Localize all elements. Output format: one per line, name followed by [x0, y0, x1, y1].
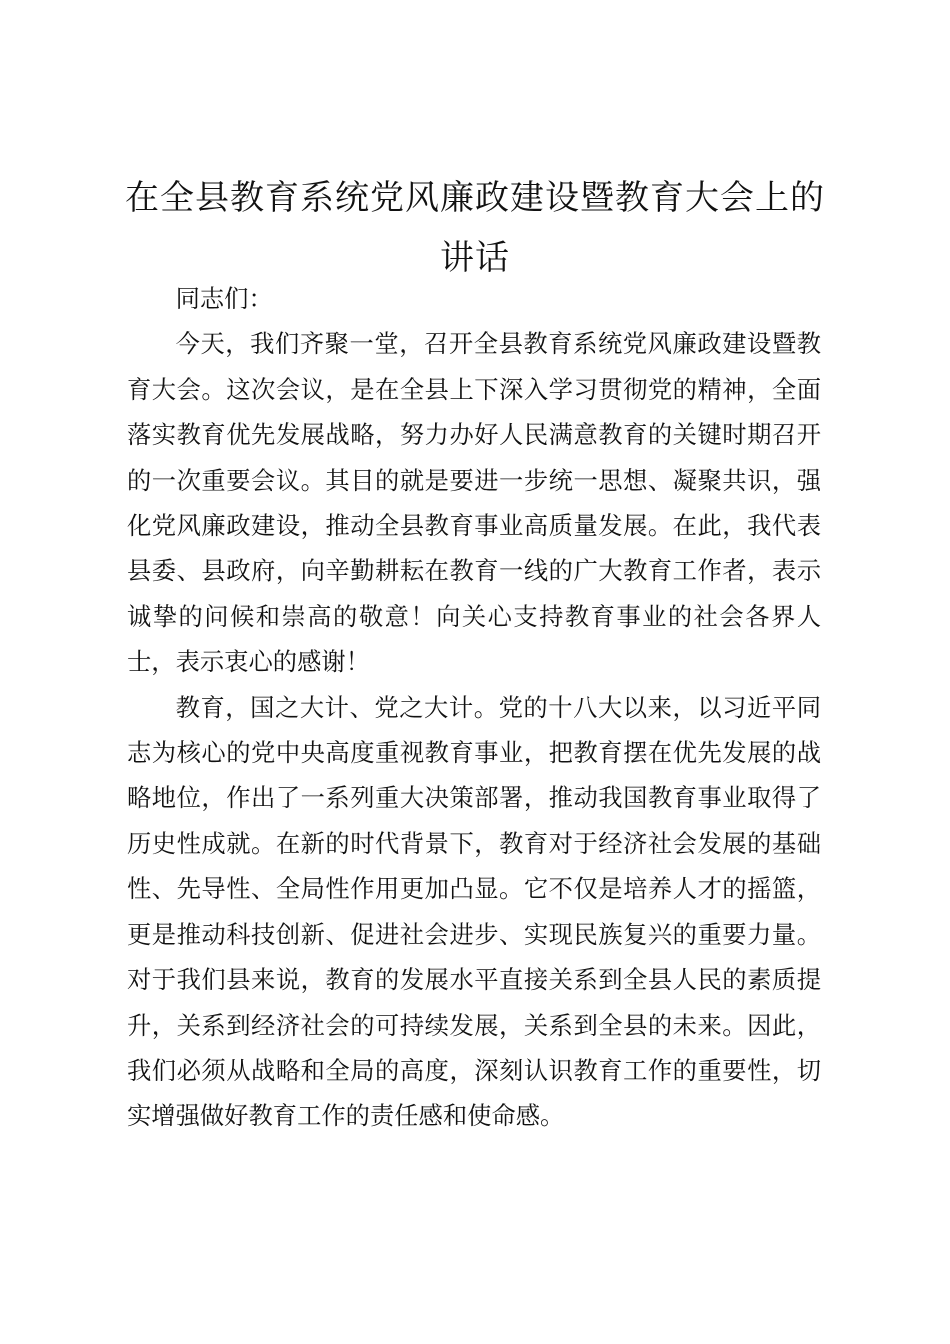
- document-body: [127, 276, 821, 1139]
- paragraph-2: 教育，国之大计、党之大计。党的十八大以来，以习近平同志为核心的党中央高度重视教育事业，把教育摆在优先发展的战略地位，作出了一系列重大决策部署，推动我国教育事业取得了历史性成就。在新的时代背景下，教育对于经济社会发展的基础性、先导性、全局性作用更加凸显。它不仅是培养人才的摇篮，更是推动科技创新、促进社会进步、实现民族复兴的重要力量。对于我们县来说，教育的发展水平直接关系到全县人民的素质提升，关系到经济社会的可持续发展，关系到全县的未来。因此，我们必须从战略和全局的高度，深刻认识教育工作的重要性，切实增强做好教育工作的责任感和使命感。: [127, 692, 821, 1131]
- salutation: 同志们：: [175, 284, 273, 313]
- paragraph-1: 今天，我们齐聚一堂，召开全县教育系统党风廉政建设暨教育大会。这次会议，是在全县上下深入学习贯彻党的精神，全面落实教育优先发展战略，努力办好人民满意教育的关键时期召开的一次重要会议。其目的就是要进一步统一思想、凝聚共识，强化党风廉政建设，推动全县教育事业高质量发展。在此，我代表县委、县政府，向辛勤耕耘在教育一线的广大教育工作者，表示诚挚的问候和崇高的敬意！向关心支持教育事业的社会各界人士，表示衷心的感谢！: [127, 329, 821, 677]
- document-title: 在全县教育系统党风廉政建设暨教育大会上的讲话: [125, 178, 825, 278]
